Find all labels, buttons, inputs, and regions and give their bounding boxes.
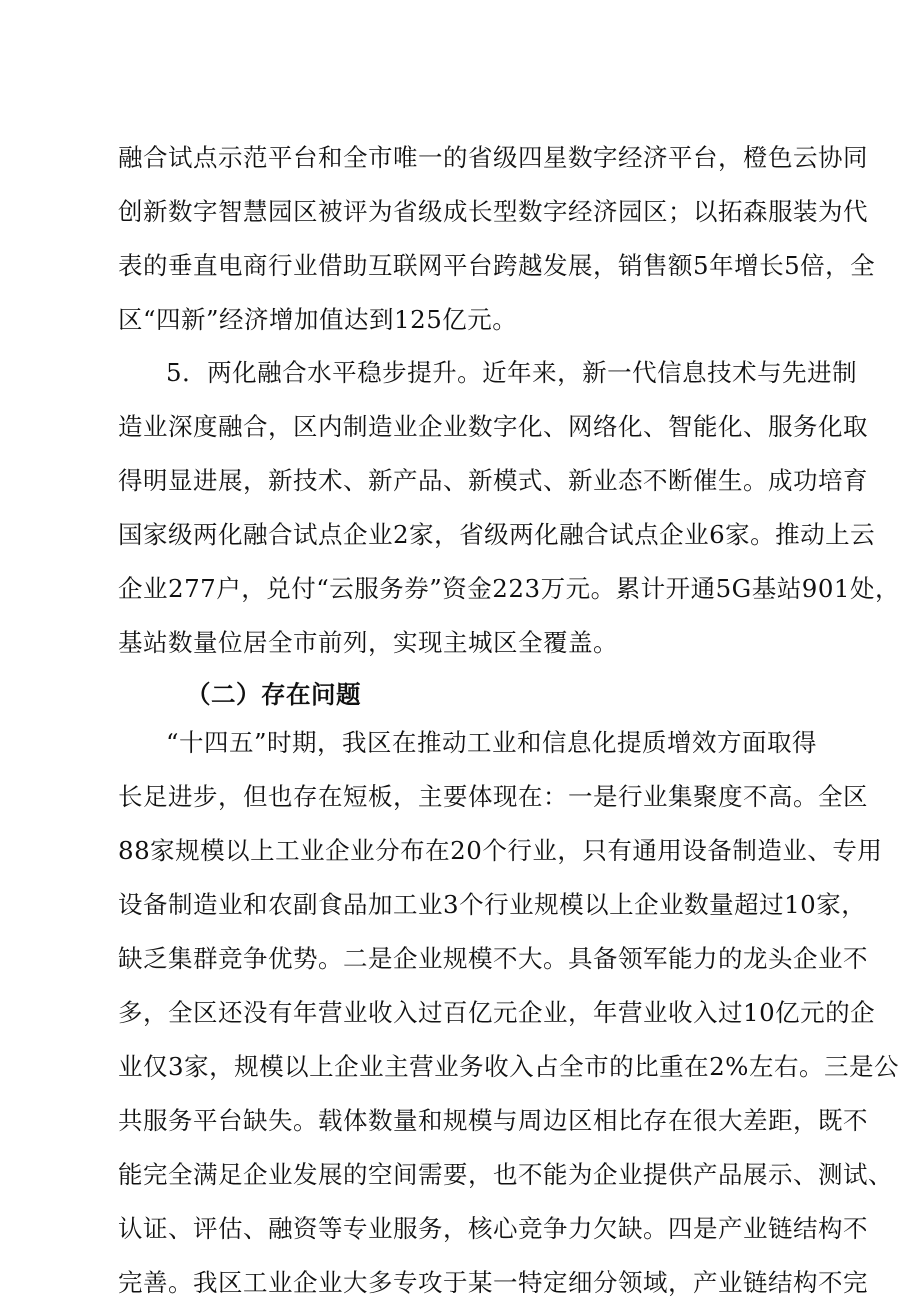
- paragraph-3-line-7: 业仅3家，规模以上企业主营业务收入占全市的比重在2%左右。三是公: [118, 1052, 899, 1081]
- paragraph-3-line-6: 多，全区还没有年营业收入过百亿元企业，年营业收入过10亿元的企: [118, 998, 876, 1027]
- paragraph-3-line-3: 88家规模以上工业企业分布在20个行业，只有通用设备制造业、专用: [118, 836, 883, 865]
- paragraph-3-line-8: 共服务平台缺失。载体数量和规模与周边区相比存在很大差距，既不: [118, 1106, 868, 1135]
- paragraph-1-line-4: 区“四新”经济增加值达到125亿元。: [118, 305, 518, 334]
- paragraph-3-line-11: 完善。我区工业企业大多专攻于某一特定细分领域，产业链结构不完: [118, 1268, 868, 1297]
- paragraph-3-line-4: 设备制造业和农副食品加工业3个行业规模以上企业数量超过10家，: [118, 890, 867, 919]
- paragraph-3-line-5: 缺乏集群竞争优势。二是企业规模不大。具备领军能力的龙头企业不: [118, 944, 868, 973]
- paragraph-3-line-2: 长足进步，但也存在短板，主要体现在：一是行业集聚度不高。全区: [118, 782, 868, 811]
- paragraph-1-line-2: 创新数字智慧园区被评为省级成长型数字经济园区；以拓森服装为代: [118, 197, 868, 226]
- paragraph-2-line-6: 基站数量位居全市前列，实现主城区全覆盖。: [118, 628, 618, 657]
- paragraph-3-line-10: 认证、评估、融资等专业服务，核心竞争力欠缺。四是产业链结构不: [118, 1214, 868, 1243]
- paragraph-2-line-4: 国家级两化融合试点企业2家，省级两化融合试点企业6家。推动上云: [118, 520, 876, 549]
- section-heading: （二）存在问题: [186, 680, 361, 709]
- paragraph-3-line-1: “十四五”时期，我区在推动工业和信息化提质增效方面取得: [166, 728, 818, 757]
- paragraph-2-line-1: 5．两化融合水平稳步提升。近年来，新一代信息技术与先进制: [166, 358, 858, 387]
- paragraph-2-line-5: 企业277户，兑付“云服务券”资金223万元。累计开通5G基站901处，: [118, 574, 900, 603]
- paragraph-3-line-9: 能完全满足企业发展的空间需要，也不能为企业提供产品展示、测试、: [118, 1160, 893, 1189]
- paragraph-2-line-3: 得明显进展，新技术、新产品、新模式、新业态不断催生。成功培育: [118, 466, 868, 495]
- paragraph-1-line-3: 表的垂直电商行业借助互联网平台跨越发展，销售额5年增长5倍，全: [118, 251, 876, 280]
- paragraph-1-line-1: 融合试点示范平台和全市唯一的省级四星数字经济平台，橙色云协同: [118, 143, 868, 172]
- paragraph-2-line-2: 造业深度融合，区内制造业企业数字化、网络化、智能化、服务化取: [118, 412, 868, 441]
